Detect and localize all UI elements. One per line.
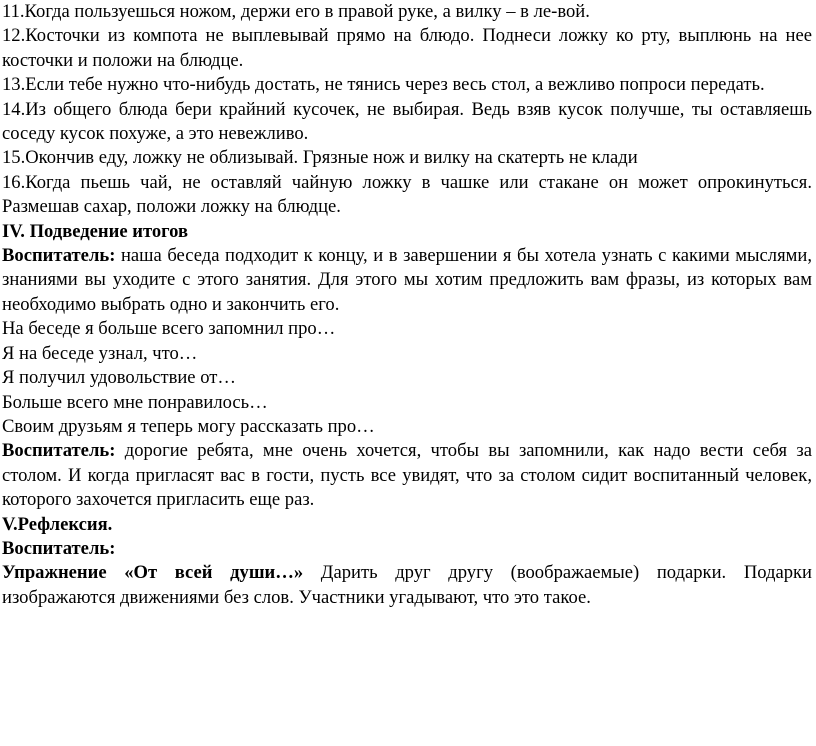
speaker-label: Воспитатель:: [2, 245, 116, 267]
phrase-3: Я получил удовольствие от…: [2, 367, 236, 389]
rule-13: 13.Если тебе нужно что-нибудь достать, не тянись через весь стол, а вежливо попроси передать.: [2, 74, 765, 96]
phrase-1: На беседе я больше всего запомнил про…: [2, 318, 336, 340]
exercise-label: Упражнение «От всей души…»: [2, 562, 304, 584]
section-5-speaker: Воспитатель:: [2, 537, 116, 559]
section-4-heading: IV. Подведение итогов: [2, 220, 188, 242]
rule-15: 15.Окончив еду, ложку не облизывай. Грязные нож и вилку на скатерть не клади: [2, 147, 638, 169]
rule-16: 16.Когда пьешь чай, не оставляй чайную ложку в чашке или стакане он может опрокинуться. Размешав сахар, положи ложку на блюдце.: [2, 171, 812, 218]
rule-14: 14.Из общего блюда бери крайний кусочек, не выбирая. Ведь взяв кусок получше, ты оставляешь соседу кусок похуже, а это невежливо.: [2, 98, 812, 145]
closing-text: дорогие ребята, мне очень хочется, чтобы вы запомнили, как надо вести себя за столом. И когда пригласят вас в гости, пусть все увидят, что за столом сидит воспитанный человек, которого захочется пригласить еще раз.: [2, 440, 812, 511]
section-4-intro: [2, 244, 812, 317]
phrase-2: Я на беседе узнал, что…: [2, 342, 198, 364]
phrase-4: Больше всего мне понравилось…: [2, 391, 268, 413]
exercise-text: Дарить друг другу (воображаемые) подарки. Подарки изображаются движениями без слов. Участники угадывают, что это такое.: [2, 562, 812, 608]
rule-11: 11.Когда пользуешься ножом, держи его в правой руке, а вилку – в ле-вой.: [2, 1, 590, 22]
rule-12: 12.Косточки из компота не выплевывай прямо на блюдо. Поднеси ложку ко рту, выплюнь на нее косточки и положи на блюдце.: [2, 25, 812, 71]
section-5-heading: V.Рефлексия.: [2, 513, 113, 535]
exercise-paragraph: [2, 561, 812, 610]
intro-text: наша беседа подходит к концу, и в завершении я бы хотела узнать с какими мыслями, знаниями вы уходите с этого занятия. Для этого мы хотим предложить вам фразы, из которых вам необходимо выбрать одно и закончить его.: [2, 245, 812, 315]
section-4-closing: [2, 439, 812, 512]
speaker-label: Воспитатель:: [2, 440, 116, 462]
phrase-5: Своим друзьям я теперь могу рассказать про…: [2, 415, 375, 437]
